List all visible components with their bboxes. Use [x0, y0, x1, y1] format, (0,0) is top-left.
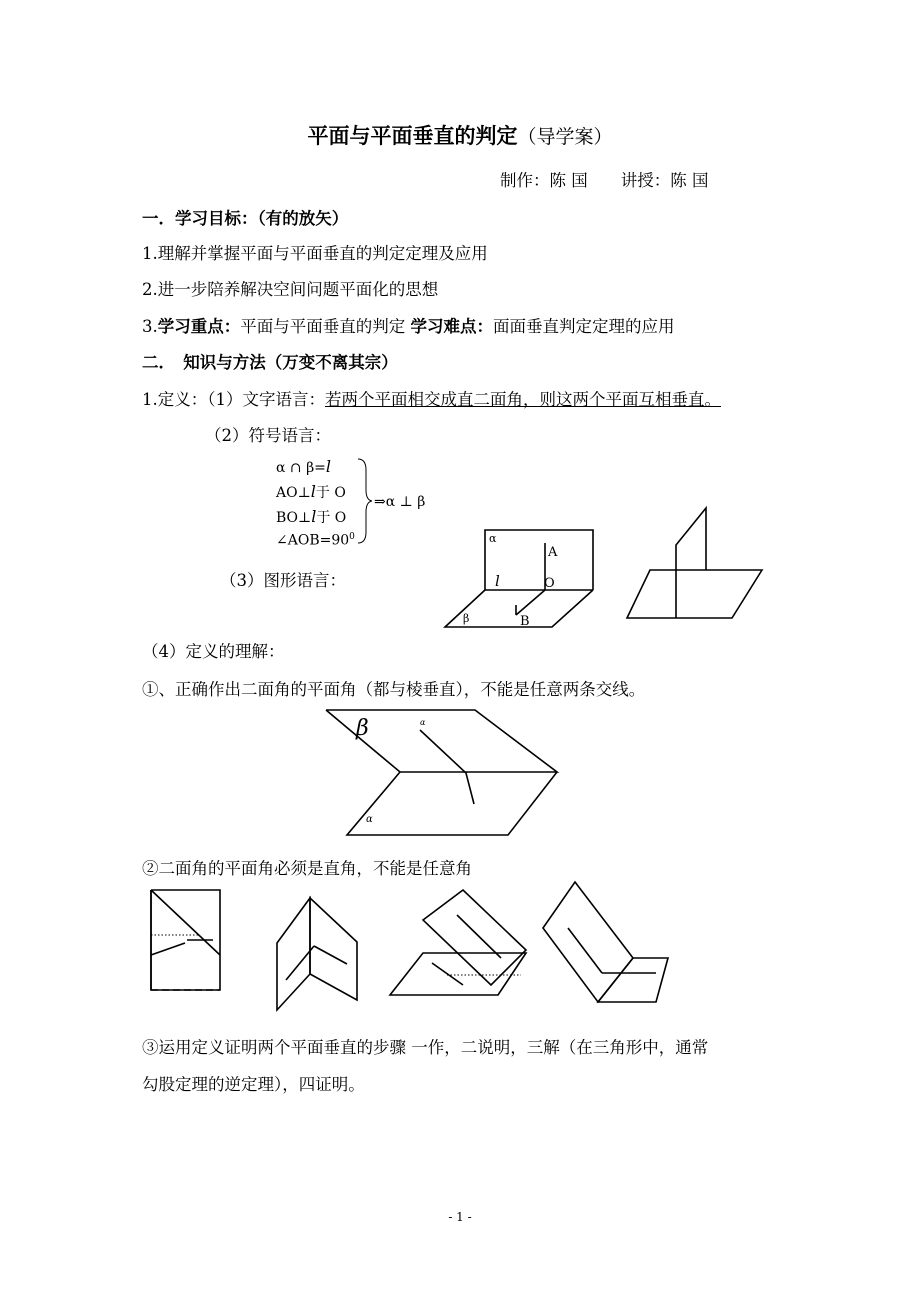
- figure-example-2: [272, 890, 362, 1015]
- fig1-B: B: [520, 614, 530, 629]
- title-main: 平面与平面垂直的判定: [307, 123, 518, 148]
- focus-label: 学习重点：: [157, 317, 241, 336]
- point-3-line-2: 勾股定理的逆定理），四证明。: [142, 1075, 365, 1094]
- objective-1: 1.理解并掌握平面与平面垂直的判定定理及应用: [142, 244, 488, 263]
- fig3-beta: β: [356, 716, 369, 741]
- fig1-l: l: [495, 572, 500, 590]
- symbol-line-3: BO⊥l于 O: [276, 507, 347, 526]
- understanding-label: （4）定义的理解：: [142, 642, 285, 661]
- symbol-line-1: α ∩ β=l: [276, 457, 332, 476]
- fig1-A: A: [548, 545, 558, 560]
- symbol-language-label: （2）符号语言：: [205, 426, 331, 445]
- figure-perpendicular-planes: [620, 500, 770, 625]
- difficulty-label: 学习难点：: [410, 317, 493, 336]
- symbol-line-4: $\angle AOB=90^0$: [276, 532, 355, 549]
- page-number: - 1 -: [448, 1210, 472, 1224]
- symbol-line-2: AO⊥l于 O: [276, 482, 346, 501]
- page-title: [0, 120, 920, 150]
- definition-text: 若两个平面相交成直二面角，则这两个平面互相垂直。: [325, 390, 721, 409]
- fig3-alpha-bottom: α: [366, 814, 373, 825]
- figure-example-1: [145, 885, 225, 1000]
- point-1: ①、正确作出二面角的平面角（都与棱垂直），不能是任意两条交线。: [142, 680, 646, 699]
- symbol-brace: [356, 456, 376, 546]
- figure-example-4: [538, 878, 673, 1008]
- section-2-heading: 二． 知识与方法（万变不离其宗）: [142, 353, 398, 372]
- difficulty-text: 面面垂直判定定理的应用: [493, 317, 675, 336]
- fig1-beta: β: [463, 612, 470, 625]
- figure-dihedral-aob: [440, 525, 605, 635]
- focus-text: 平面与平面垂直的判定: [240, 317, 411, 336]
- section-1-heading: 一．学习目标：（有的放矢）: [142, 209, 349, 228]
- figure-dihedral-angle: [320, 705, 565, 840]
- fig3-alpha-top: α: [420, 718, 426, 727]
- fig1-alpha: α: [489, 532, 497, 545]
- definition-prefix: 1.定义：（1）文字语言：: [142, 390, 325, 409]
- figure-example-3: [385, 885, 530, 1005]
- graph-language-label: （3）图形语言：: [220, 571, 346, 590]
- objective-3: [142, 313, 675, 337]
- point-2: ②二面角的平面角必须是直角，不能是任意角: [142, 859, 472, 878]
- title-sub: （导学案）: [517, 126, 613, 148]
- author-line: 制作：陈 国 讲授：陈 国: [500, 171, 709, 190]
- objective-3-prefix: 3.: [142, 317, 158, 336]
- symbol-result: ⇒α ⊥ β: [374, 494, 426, 510]
- point-3-line-1: ③运用定义证明两个平面垂直的步骤 一作，二说明，三解（在三角形中，通常: [142, 1038, 709, 1057]
- definition-line: [142, 386, 721, 410]
- objective-2: 2.进一步陪养解决空间问题平面化的思想: [142, 280, 439, 299]
- fig1-O: O: [544, 576, 555, 591]
